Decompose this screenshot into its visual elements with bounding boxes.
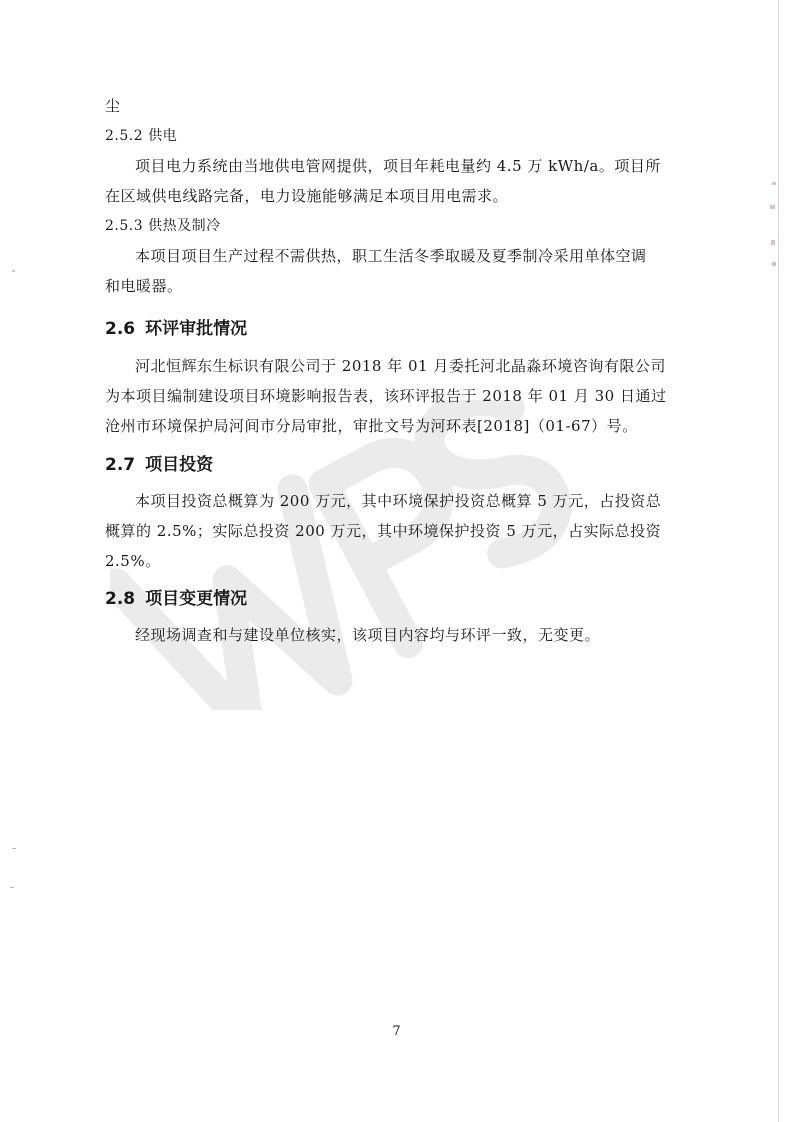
paragraph-line: 经现场调查和与建设单位核实，该项目内容均与环评一致，无变更。 [135,626,601,644]
scan-speck [12,848,16,849]
paragraph-line: 和电暖器。 [105,277,183,295]
text-line: 尘 [105,97,121,115]
paragraph-line: 概算的 2.5%；实际总投资 200 万元，其中环境保护投资 5 万元，占实际总投资 [105,522,662,540]
page-edge-line [778,0,779,1122]
section-title: 项目投资 [145,455,214,475]
scan-speck [772,182,776,185]
section-heading-2-8 [105,584,660,614]
paragraph-line: 项目电力系统由当地供电管网提供，项目年耗电量约 4.5 万 kWh/a。项目所 [135,157,661,175]
scan-speck [772,262,776,266]
section-number: 2.7 [105,455,136,475]
page-number: 7 [392,1024,401,1039]
paragraph-line: 2.5%。 [105,552,161,570]
subsection-heading-2-5-2: 2.5.2 供电 [105,128,178,144]
scan-speck [771,240,775,245]
scan-speck [10,887,14,888]
section-heading-2-7 [105,450,660,480]
paragraph-line: 河北恒辉东生标识有限公司于 2018 年 01 月委托河北晶淼环境咨询有限公司 [135,357,666,375]
paragraph-line: 在区域供电线路完备，电力设施能够满足本项目用电需求。 [105,187,509,205]
section-number: 2.6 [105,319,136,339]
paragraph-line: 为本项目编制建设项目环境影响报告表，该环评报告于 2018 年 01 月 30 日通过 [105,387,667,405]
section-heading-2-6 [105,314,660,344]
section-title: 环评审批情况 [145,319,248,339]
section-number: 2.8 [105,589,136,609]
paragraph-line: 本项目项目生产过程不需供热，职工生活冬季取暖及夏季制冷采用单体空调 [135,247,647,265]
subsection-heading-2-5-3: 2.5.3 供热及制冷 [105,218,221,234]
paragraph-line: 本项目投资总概算为 200 万元，其中环境保护投资总概算 5 万元，占投资总 [135,492,662,510]
paragraph-line: 沧州市环境保护局河间市分局审批，审批文号为河环表[2018]（01-67）号。 [105,417,638,435]
scan-speck [12,270,15,272]
scan-speck [770,205,775,209]
section-title: 项目变更情况 [145,589,248,609]
